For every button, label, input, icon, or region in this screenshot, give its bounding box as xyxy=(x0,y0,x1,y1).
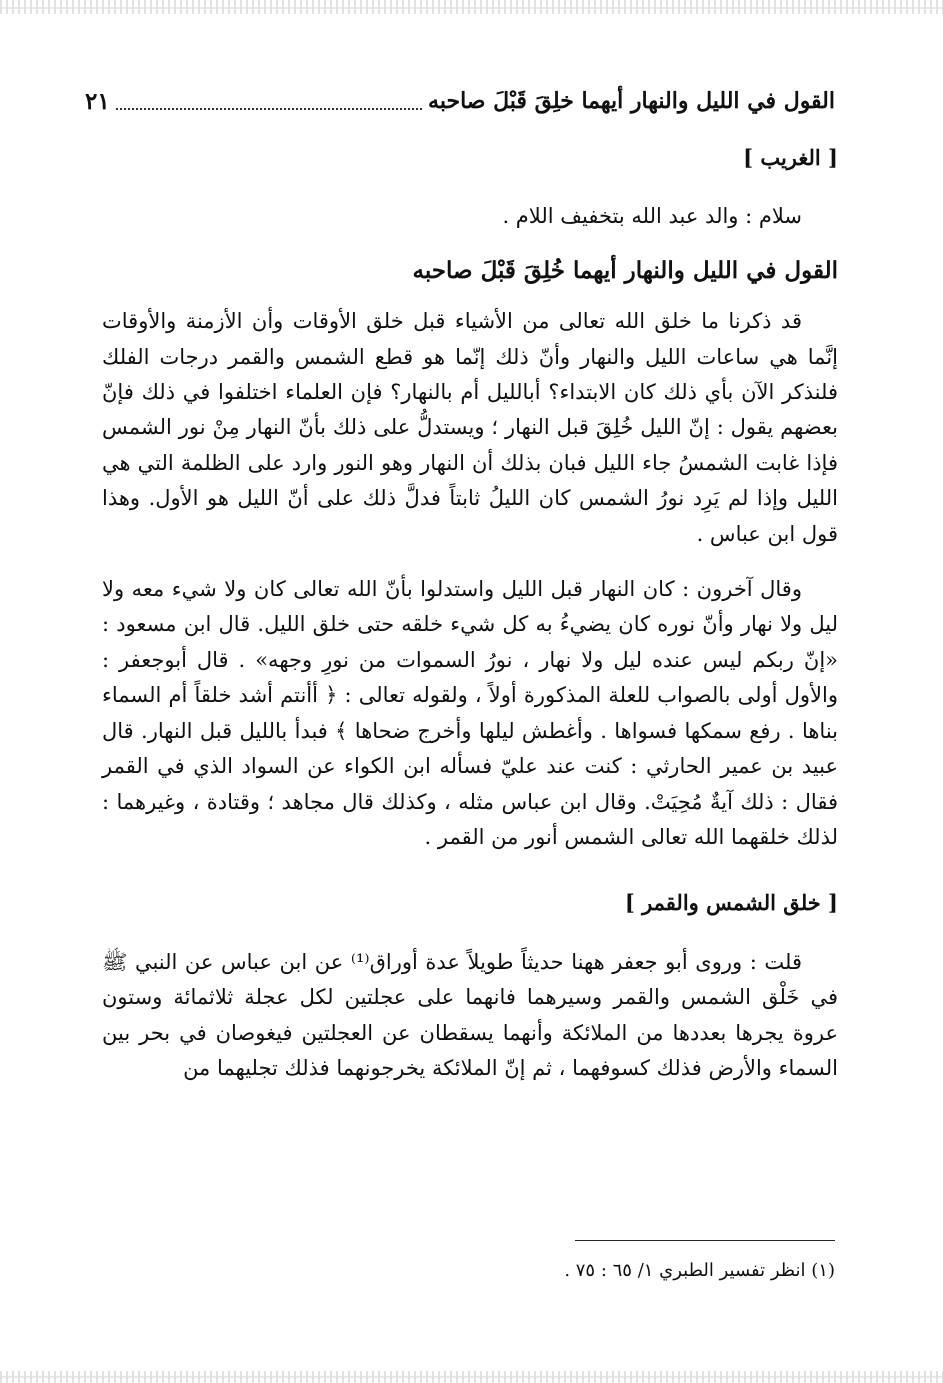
section-gap xyxy=(102,875,838,885)
footnote-rule xyxy=(575,1240,835,1241)
paragraph-1: قد ذكرنا ما خلق الله تعالى من الأشياء قبل خلق الأوقات وأن الأزمنة والأوقات إنَّما هي ساعات الليل والنهار وأنّ ذلك إنّما هو قطع الشمس والقمر درجات الفلك فلنذكر الآن بأي ذلك كان الابتداء؟ أبالليل أم بالنهار؟ فإن العلماء اختلفوا في ذلك فإنّ بعضهم يقول : إنّ الليل خُلِقَ قبل النهار ؛ ويستدلُّ على ذلك بأنّ النهار مِنْ نور الشمس فإذا غابت الشمسُ جاء الليل فبان بذلك أن النهار وهو النور وارد على الظلمة التي هي الليل وإذا لم يَرِد نورُ الشمس كان الليلُ ثابتاً فدلَّ ذلك على أنّ الليل هو الأول. وهذا قول ابن عباس . xyxy=(102,309,838,546)
paragraph-2: وقال آخرون : كان النهار قبل الليل واستدلوا بأنّ الله تعالى كان ولا شيء معه ولا ليل ولا نهار وأنّ نوره كان يضيءُ به كل شيء خلقه حتى خلق الليل. قال ابن مسعود : «إنّ ربكم ليس عنده ليل ولا نهار ، نورُ السموات من نورِ وجهه» . قال أبوجعفر : والأول أولى بالصواب للعلة المذكورة أولاً ، ولقوله تعالى : ﴿ أأنتم أشد خلقاً أم السماء بناها . رفع سمكها فسواها . وأغطش ليلها وأخرج ضحاها ﴾ فبدأ بالليل قبل النهار. قال عبيد بن عمير الحارثي : كنت عند عليّ فسأله ابن الكواء عن السواد الذي في القمر فقال : ذلك آيةٌ مُحِيَتْ. وقال ابن عباس مثله ، وكذلك قال مجاهد ؛ وقتادة ، وغيرهما : لذلك خلقهما الله تعالى الشمس أنور من القمر . xyxy=(102,577,838,849)
paragraph-3: قلت : وروى أبو جعفر ههنا حديثاً طويلاً عدة أوراق⁽¹⁾ عن ابن عباس عن النبي ﷺ في خَلْق الشمس والقمر وسيرهما فانهما على عجلتين لكل عجلة ثلاثمائة وستون عروة يجرها بعددها من الملائكة وأنهما يسقطان عن العجلتين فيغوصان في بحر بين السماء والأرض فذلك كسوفهما ، ثم إنّ الملائكة يخرجونهما فذلك تجليهما من xyxy=(102,949,838,1080)
footnote: (١) انظر تفسير الطبري ١/ ٦٥ : ٧٥ . xyxy=(564,1260,835,1281)
top-border-ornament xyxy=(0,0,943,14)
section-title: القول في الليل والنهار أيهما خُلِقَ قَبْلَ صاحبه xyxy=(412,256,838,284)
gharib-heading: [ الغريب ] xyxy=(743,145,838,170)
running-head xyxy=(85,84,835,118)
page-number: ٢١ xyxy=(85,87,110,115)
page-content xyxy=(102,140,838,1106)
leader-dots xyxy=(116,108,422,110)
salam-note: سلام : والد عبد الله بتخفيف اللام . xyxy=(502,204,802,229)
khalq-heading: [ خلق الشمس والقمر ] xyxy=(624,890,838,916)
running-head-title: القول في الليل والنهار أيهما خلِقَ قَبْلَ صاحبه xyxy=(428,88,835,114)
bottom-border-ornament xyxy=(0,1371,943,1383)
